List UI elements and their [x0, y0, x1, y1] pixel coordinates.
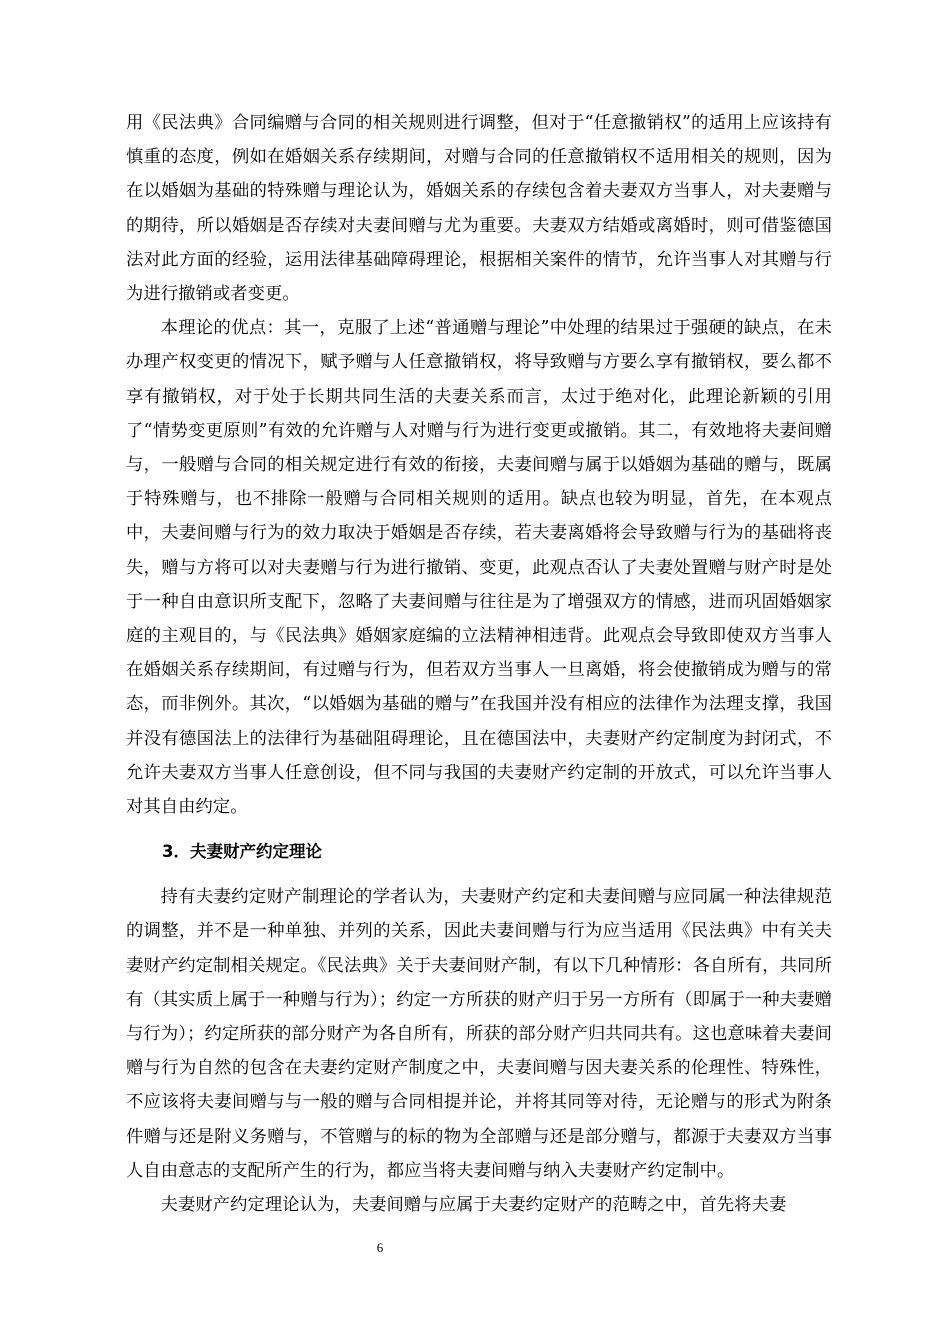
page-number: 6	[376, 1240, 384, 1255]
paragraph-continuation: 用《民法典》合同编赠与合同的相关规则进行调整，但对于“任意撤销权”的适用上应该持有慎重的态度，例如在婚姻关系存续期间，对赠与合同的任意撤销权不适用相关的规则，因为在以婚姻为基础的特殊赠与理论认为，婚姻关系的存续包含着夫妻双方当事人，对夫妻赠与的期待，所以婚姻是否存续对夫妻间赠与尤为重要。夫妻双方结婚或离婚时，则可借鉴德国法对此方面的经验，运用法律基础障碍理论，根据相关案件的情节，允许当事人对其赠与行为进行撤销或者变更。	[126, 113, 832, 305]
paragraph-property-agreement-theory: 持有夫妻约定财产制理论的学者认为，夫妻财产约定和夫妻间赠与应同属一种法律规范的调整，并不是一种单独、并列的关系，因此夫妻间赠与行为应当适用《民法典》中有关夫妻财产约定制相关规定。《民法典》关于夫妻间财产制，有以下几种情形：各自所有，共同所有（其实质上属于一种赠与行为）；约定一方所获的财产归于另一方所有（即属于一种夫妻赠与行为）；约定所获的部分财产为各自所有，所获的部分财产归共同共有。这也意味着夫妻间赠与行为自然的包含在夫妻约定财产制度之中，夫妻间赠与因夫妻关系的伦理性、特殊性，不应该将夫妻间赠与与一般的赠与合同相提并论，并将其同等对待，无论赠与的形式为附条件赠与还是附义务赠与，不管赠与的标的物为全部赠与还是部分赠与，都源于夫妻双方当事人自由意志的支配所产生的行为，都应当将夫妻间赠与纳入夫妻财产约定制中。	[126, 887, 832, 1181]
paragraph-theory-advantages: 本理论的优点：其一，克服了上述“普通赠与理论”中处理的结果过于强硬的缺点，在未办理产权变更的情况下，赋予赠与人任意撤销权，将导致赠与方要么享有撤销权，要么都不享有撤销权，对于处于长期共同生活的夫妻关系而言，太过于绝对化，此理论新颖的引用了“情势变更原则”有效的允许赠与人对赠与行为进行变更或撤销。其二，有效地将夫妻间赠与，一般赠与合同的相关规定进行有效的衔接，夫妻间赠与属于以婚姻为基础的赠与，既属于特殊赠与，也不排除一般赠与合同相关规则的适用。缺点也较为明显，首先，在本观点中，夫妻间赠与行为的效力取决于婚姻是否存续，若夫妻离婚将会导致赠与行为的基础将丧失，赠与方将可以对夫妻赠与行为进行撤销、变更，此观点否认了夫妻处置赠与财产时是处于一种自由意识所支配下，忽略了夫妻间赠与往往是为了增强双方的情感，进而巩固婚姻家庭的主观目的，与《民法典》婚姻家庭编的立法精神相违背。此观点会导致即使双方当事人在婚姻关系存续期间，有过赠与行为，但若双方当事人一旦离婚，将会使撤销成为赠与的常态，而非例外。其次，“以婚姻为基础的赠与”在我国并没有相应的法律作为法理支撑，我国并没有德国法上的法律行为基础阻碍理论，且在德国法中，夫妻财产约定制度为封闭式，不允许夫妻双方当事人任意创设，但不同与我国的夫妻财产约定制的开放式，可以允许当事人对其自由约定。	[126, 318, 832, 818]
paragraph-property-agreement-continued: 夫妻财产约定理论认为，夫妻间赠与应属于夫妻约定财产的范畴之中，首先将夫妻	[160, 1195, 787, 1216]
page-body	[126, 106, 832, 1222]
section-heading: 3．夫妻财产约定理论	[162, 842, 322, 862]
